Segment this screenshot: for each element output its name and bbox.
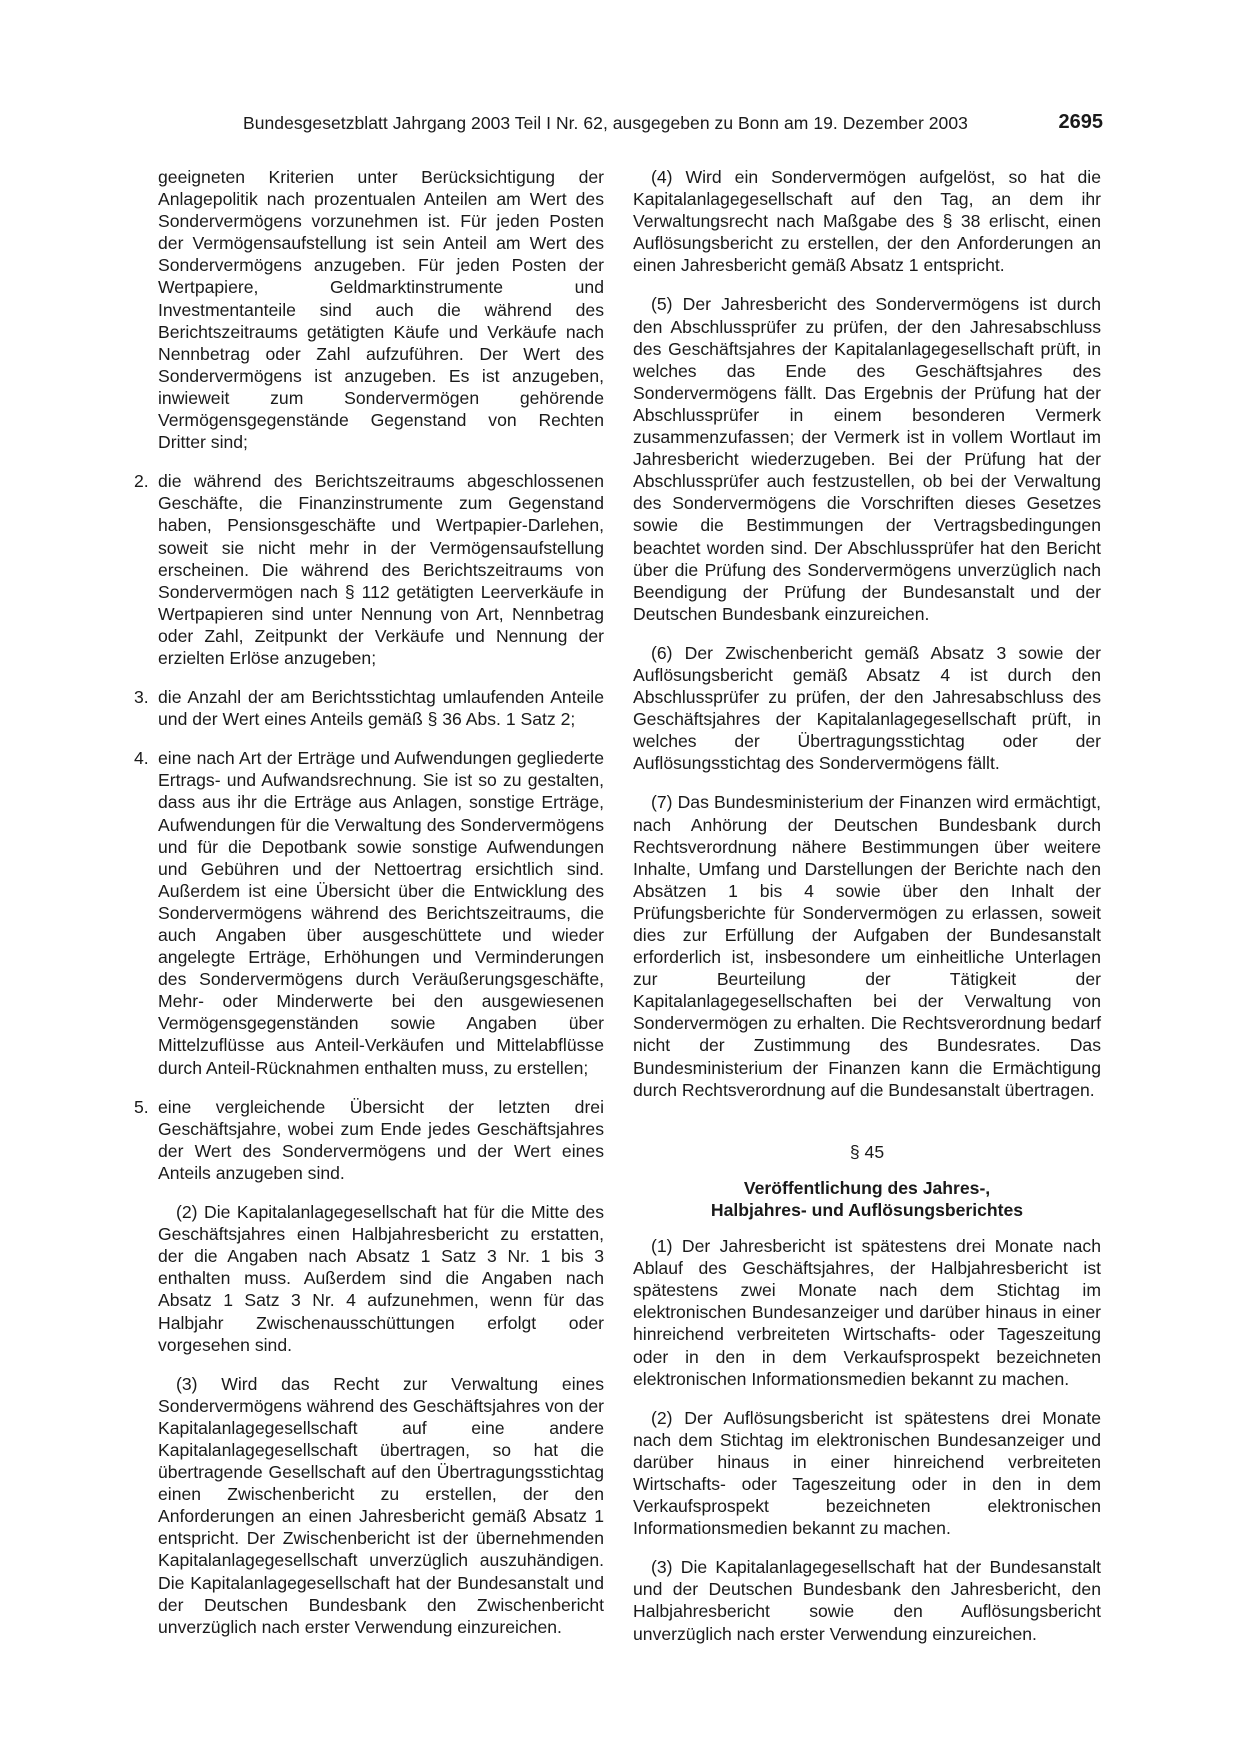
running-title: Bundesgesetzblatt Jahrgang 2003 Teil I Nr. 62, ausgegeben zu Bonn am 19. Dezember 2003 xyxy=(243,113,968,133)
list-item-text: die Anzahl der am Berichtsstichtag umlaufenden Anteile und der Wert eines Anteils gemäß § 36 Abs. 1 Satz 2; xyxy=(158,687,604,730)
list-item-text: die während des Berichtszeitraums abgeschlossenen Geschäfte, die Finanzinstrumente zum Gegenstand haben, Pensionsgeschäfte und Wertpapier-Darlehen, soweit sie nicht mehr in der Vermögensaufstellung erscheinen. Die während des Berichtszeitraums von Sondervermögen nach § 112 getätigten Leerverkäufe in Wertpapieren sind unter Nennung von Art, Nennbetrag oder Zahl, Zeitpunkt der Verkäufe und Nennung der erzielten Erlöse anzugeben; xyxy=(158,471,604,668)
paragraph-4: (4) Wird ein Sondervermögen aufgelöst, so hat die Kapitalanlagegesellschaft auf den Tag, an dem ihr Verwaltungsrecht nach Maßgabe des § 38 erlischt, einen Auflösungsbericht zu erstellen, der den Anforderungen an einen Jahresbericht gemäß Absatz 1 entspricht. xyxy=(633,167,1101,276)
paragraph-7: (7) Das Bundesministerium der Finanzen wird ermächtigt, nach Anhörung der Deutschen Bundesbank durch Rechtsverordnung nähere Bestimmungen über weitere Inhalte, Umfang und Darstellungen der Berichte nach den Absätzen 1 bis 4 sowie über den Inhalt der Prüfungsberichte für Sondervermögen zu erlassen, soweit dies zur Erfüllung der Aufgaben der Bundesanstalt erforderlich ist, insbesondere um einheitliche Unterlagen zur Beurteilung der Tätigkeit der Kapitalanlagegesellschaften bei der Verwaltung von Sondervermögen zu erhalten. Die Rechtsverordnung bedarf nicht der Zustimmung des Bundesrates. Das Bundesministerium der Finanzen kann die Ermächtigung durch Rechtsverordnung auf die Bundesanstalt übertragen. xyxy=(633,792,1101,1100)
paragraph-5: (5) Der Jahresbericht des Sondervermögens ist durch den Abschlussprüfer zu prüfen, der den Jahresabschluss des Geschäftsjahres der Kapitalanlagegesellschaft prüft, in welches das Ende des Geschäftsjahres des Sondervermögens fällt. Das Ergebnis der Prüfung hat der Abschlussprüfer in einem besonderen Vermerk zusammenzufassen; der Vermerk ist in vollem Wortlaut im Jahresbericht wiederzugeben. Bei der Prüfung hat der Abschlussprüfer auch festzustellen, ob bei der Verwaltung des Sondervermögens die Vorschriften dieses Gesetzes sowie die Bestimmungen der Vertragsbedingungen beachtet worden sind. Der Abschlussprüfer hat den Bericht über die Prüfung des Sondervermögens unverzüglich nach Beendigung der Prüfung der Bundesanstalt und der Deutschen Bundesbank einzureichen. xyxy=(633,294,1101,624)
page-number: 2695 xyxy=(1058,111,1103,133)
section-paragraph-2: (2) Der Auflösungsbericht ist spätestens drei Monate nach dem Stichtag im elektronischen Bundesanzeiger und darüber hinaus in einer hinreichend verbreiteten Wirtschafts- oder Tageszeitung oder in den in dem Verkaufsprospekt bezeichneten elektronischen Informationsmedien bekannt zu machen. xyxy=(633,1407,1101,1539)
right-column xyxy=(633,166,1101,1662)
section-paragraph-3: (3) Die Kapitalanlagegesellschaft hat der Bundesanstalt und der Deutschen Bundesbank den Jahresbericht, den Halbjahresbericht sowie den Auflösungsbericht unverzüglich nach erster Verwendung einzureichen. xyxy=(633,1557,1101,1644)
section-heading-line: Veröffentlichung des Jahres-, xyxy=(743,1177,991,1198)
section-paragraph-1: (1) Der Jahresbericht ist spätestens drei Monate nach Ablauf des Geschäftsjahres, der Halbjahresbericht ist spätestens zwei Monate nach dem Stichtag im elektronischen Bundesanzeiger und darüber hinaus in einer hinreichend verbreiteten Wirtschafts- oder Tageszeitung oder in den in dem Verkaufsprospekt bezeichneten elektronischen Informationsmedien bekannt zu machen. xyxy=(633,1236,1101,1389)
list-item xyxy=(134,470,604,669)
page-header xyxy=(243,111,1103,141)
list-item xyxy=(134,747,604,1078)
list-item-number: 5. xyxy=(134,1096,149,1117)
paragraph-3: (3) Wird das Recht zur Verwaltung eines Sondervermögens während des Geschäftsjahres von der Kapitalanlagegesellschaft auf eine andere Kapitalanlagegesellschaft übertragen, so hat die übertragende Gesellschaft auf den Übertragungsstichtag einen Zwischenbericht zu erstellen, der den Anforderungen an einen Jahresbericht gemäß Absatz 1 entspricht. Der Zwischenbericht ist der übernehmenden Kapitalanlagegesellschaft unverzüglich auszuhändigen. Die Kapitalanlagegesellschaft hat der Bundesanstalt und der Deutschen Bundesbank den Zwischenbericht unverzüglich nach erster Verwendung einzureichen. xyxy=(158,1373,604,1637)
section-heading-line: Halbjahres- und Auflösungsberichtes xyxy=(710,1199,1024,1220)
section-heading xyxy=(633,1177,1101,1221)
left-column xyxy=(134,166,604,1655)
paragraph-6: (6) Der Zwischenbericht gemäß Absatz 3 sowie der Auflösungsbericht gemäß Absatz 4 ist durch den Abschlussprüfer zu prüfen, der den Jahresabschluss des Geschäftsjahres der Kapitalanlagegesellschaft prüft, in welches der Übertragungsstichtag oder der Auflösungsstichtag des Sondervermögens fällt. xyxy=(633,642,1101,774)
paragraph-2: (2) Die Kapitalanlagegesellschaft hat für die Mitte des Geschäftsjahres einen Halbjahresbericht zu erstatten, der die Angaben nach Absatz 1 Satz 3 Nr. 1 bis 3 enthalten muss. Außerdem sind die Angaben nach Absatz 1 Satz 3 Nr. 4 aufzunehmen, wenn für das Halbjahr Zwischenausschüttungen erfolgt oder vorgesehen sind. xyxy=(158,1202,604,1355)
list-item xyxy=(134,686,604,730)
list-item-number: 4. xyxy=(134,748,149,769)
list-item-text: eine vergleichende Übersicht der letzten drei Geschäftsjahre, wobei zum Ende jedes Geschäftsjahres der Wert des Sondervermögens und der Wert eines Anteils anzugeben sind. xyxy=(158,1096,604,1183)
list-item-number: 3. xyxy=(134,687,149,708)
list-item-text: eine nach Art der Erträge und Aufwendungen gegliederte Ertrags- und Aufwandsrechnung. Sie ist so zu gestalten, dass aus ihr die Erträge aus Anlagen, sonstige Erträge, Aufwendungen für die Verwaltung des Sondervermögens und für die Depotbank sowie sonstige Aufwendungen und Gebühren und der Nettoertrag ersichtlich sind. Außerdem ist eine Übersicht über die Entwicklung des Sondervermögens während des Berichtszeitraums, die auch Angaben über ausgeschüttete und wieder angelegte Erträge, Erhöhungen und Verminderungen des Sondervermögens durch Veräußerungsgeschäfte, Mehr- oder Minderwerte bei den ausgewiesenen Vermögensgegenständen sowie Angaben über Mittelzuflüsse aus Anteil-Verkäufen und Mittelabflüsse durch Anteil-Rücknahmen enthalten muss, zu erstellen; xyxy=(158,748,604,1078)
list-item xyxy=(134,1096,604,1184)
list-item-number: 2. xyxy=(134,471,149,492)
section-number: § 45 xyxy=(849,1141,885,1162)
list-item-1-continuation: geeigneten Kriterien unter Berücksichtigung der Anlagepolitik nach prozentualen Anteilen am Wert des Sondervermögens vorzunehmen ist. Für jeden Posten der Vermögensaufstellung ist sein Anteil am Wert des Sondervermögens anzugeben. Für jeden Posten der Wertpapiere, Geldmarktinstrumente und Investmentanteile sind auch die während des Berichtszeitraums getätigten Käufe und Verkäufe nach Nennbetrag oder Zahl aufzuführen. Der Wert des Sondervermögens ist anzugeben. Es ist anzugeben, inwieweit zum Sondervermögen gehörende Vermögensgegenstände Gegenstand von Rechten Dritter sind; xyxy=(158,167,604,453)
